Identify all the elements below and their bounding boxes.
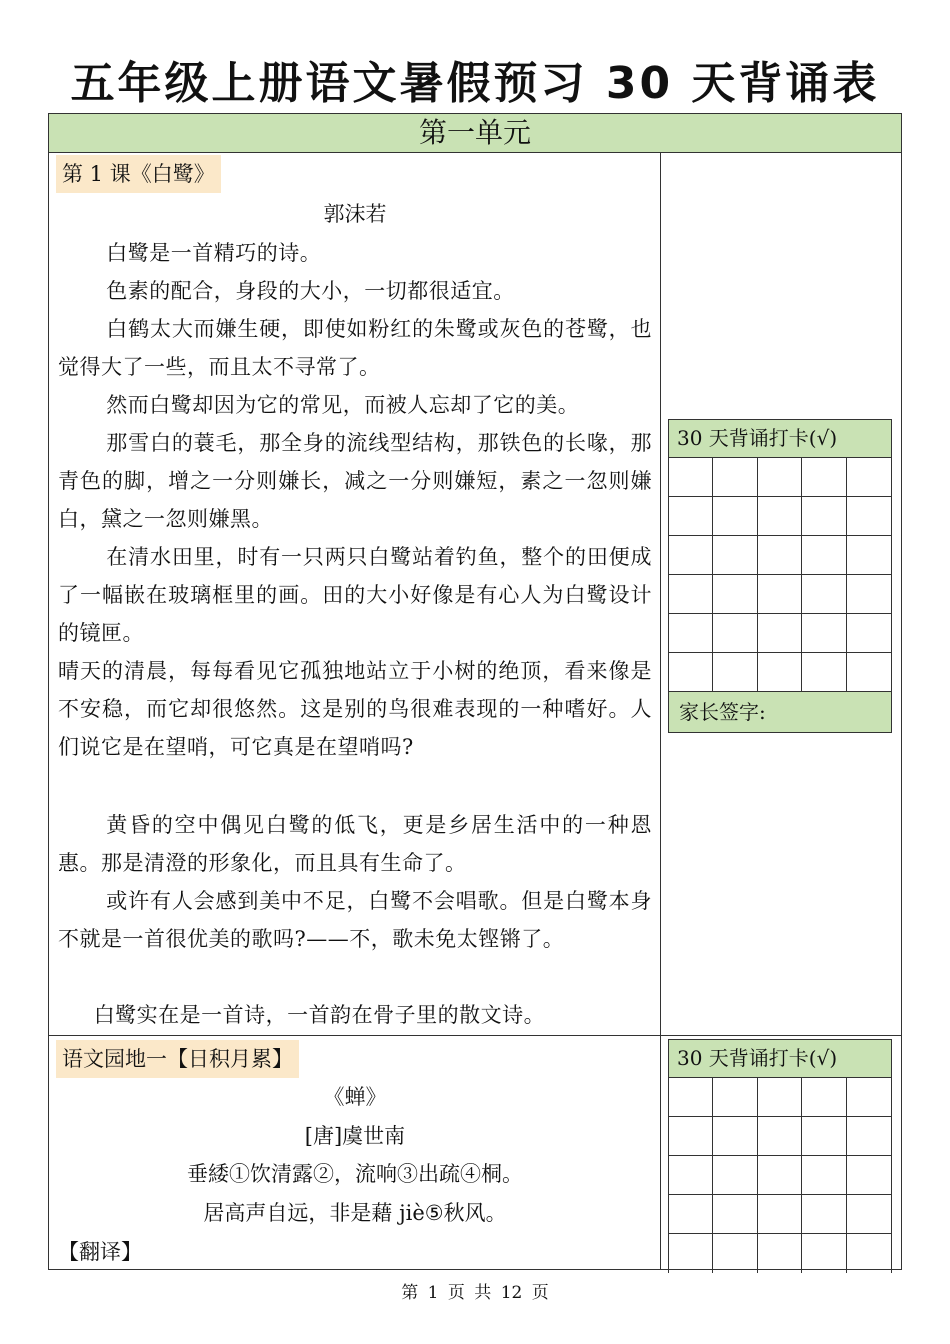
- checkin-grid: [669, 458, 891, 692]
- checkin-cell[interactable]: [802, 1234, 846, 1273]
- checkin-cell[interactable]: [847, 497, 891, 536]
- checkin-header: 30 天背诵打卡(√): [669, 420, 891, 458]
- checkin-cell[interactable]: [758, 1156, 802, 1195]
- column-divider: [660, 153, 661, 1270]
- checkin-cell[interactable]: [713, 653, 757, 692]
- checkin-cell[interactable]: [669, 497, 713, 536]
- lesson-paragraph: 晴天的清晨，每每看见它孤独地站立于小树的绝顶，看来像是不安稳，而它却很悠然。这是别的鸟很难表现的一种嗜好。人们说它是在望哨，可它真是在望哨吗?: [58, 659, 652, 759]
- checkin-cell[interactable]: [802, 497, 846, 536]
- lesson-paragraph: 或许有人会感到美中不足，白鹭不会唱歌。但是白鹭本身不就是一首很优美的歌吗?——不，歌未免太铿锵了。: [58, 889, 652, 951]
- garden-label: 语文园地一【日积月累】: [56, 1040, 299, 1078]
- poem-author: [唐]虞世南: [304, 1124, 406, 1148]
- checkin-cell[interactable]: [847, 536, 891, 575]
- checkin-cell[interactable]: [713, 1234, 757, 1273]
- checkin-cell[interactable]: [669, 575, 713, 614]
- unit-header: 第一单元: [48, 113, 902, 153]
- checkin-header: 30 天背诵打卡(√): [669, 1040, 891, 1078]
- checkin-cell[interactable]: [847, 1156, 891, 1195]
- poem-line: 居高声自远，非是藉 jiè⑤秋风。: [203, 1201, 507, 1225]
- checkin-cell[interactable]: [758, 497, 802, 536]
- checkin-grid: [669, 1078, 891, 1273]
- row-divider: [48, 1035, 902, 1036]
- checkin-cell[interactable]: [847, 653, 891, 692]
- lesson-paragraph: 在清水田里，时有一只两只白鹭站着钓鱼，整个的田便成了一幅嵌在玻璃框里的画。田的大小好像是有心人为白鹭设计的镜匣。: [58, 545, 652, 645]
- checkin-cell[interactable]: [713, 1195, 757, 1234]
- parent-signature-field[interactable]: 家长签字:: [669, 692, 891, 732]
- checkin-cell[interactable]: [758, 614, 802, 653]
- translation-label: 【翻译】: [58, 1240, 142, 1264]
- lesson-paragraph: 白鹭是一首精巧的诗。: [106, 241, 322, 265]
- checkin-cell[interactable]: [847, 1195, 891, 1234]
- checkin-cell[interactable]: [847, 575, 891, 614]
- checkin-cell[interactable]: [847, 614, 891, 653]
- checkin-cell[interactable]: [713, 497, 757, 536]
- checkin-cell[interactable]: [802, 1195, 846, 1234]
- lesson-paragraph: 然而白鹭却因为它的常见，而被人忘却了它的美。: [106, 393, 580, 417]
- checkin-cell[interactable]: [713, 458, 757, 497]
- checkin-cell[interactable]: [669, 1078, 713, 1117]
- checkin-cell[interactable]: [669, 1117, 713, 1156]
- lesson-paragraph: 黄昏的空中偶见白鹭的低飞，更是乡居生活中的一种恩惠。那是清澄的形象化，而且具有生命了。: [58, 813, 652, 875]
- lesson-label: 第 1 课《白鹭》: [56, 155, 221, 193]
- lesson-paragraph: 那雪白的蓑毛，那全身的流线型结构，那铁色的长喙，那青色的脚，增之一分则嫌长，减之一分则嫌短，素之一忽则嫌白，黛之一忽则嫌黑。: [58, 431, 652, 531]
- poem-title: 《蝉》: [323, 1085, 387, 1109]
- lesson-paragraph: 白鹭实在是一首诗，一首韵在骨子里的散文诗。: [93, 1003, 546, 1027]
- checkin-cell[interactable]: [802, 575, 846, 614]
- poem-line: 垂緌①饮清露②，流响③出疏④桐。: [187, 1162, 523, 1186]
- checkin-cell[interactable]: [802, 1078, 846, 1117]
- checkin-cell[interactable]: [713, 1117, 757, 1156]
- lesson-paragraph: 白鹤太大而嫌生硬，即使如粉红的朱鹭或灰色的苍鹭，也觉得大了一些，而且太不寻常了。: [58, 317, 652, 379]
- checkin-cell[interactable]: [758, 536, 802, 575]
- checkin-cell[interactable]: [847, 1078, 891, 1117]
- checkin-box: [668, 1039, 892, 1273]
- checkin-cell[interactable]: [802, 653, 846, 692]
- checkin-cell[interactable]: [802, 1117, 846, 1156]
- checkin-cell[interactable]: [802, 1156, 846, 1195]
- checkin-cell[interactable]: [669, 458, 713, 497]
- checkin-box: [668, 419, 892, 733]
- checkin-cell[interactable]: [758, 1078, 802, 1117]
- checkin-cell[interactable]: [847, 458, 891, 497]
- checkin-cell[interactable]: [758, 1117, 802, 1156]
- checkin-cell[interactable]: [713, 614, 757, 653]
- checkin-cell[interactable]: [758, 653, 802, 692]
- checkin-cell[interactable]: [669, 1234, 713, 1273]
- checkin-cell[interactable]: [713, 536, 757, 575]
- checkin-cell[interactable]: [758, 1234, 802, 1273]
- page-title: 五年级上册语文暑假预习 30 天背诵表: [70, 58, 880, 109]
- checkin-cell[interactable]: [669, 1195, 713, 1234]
- checkin-cell[interactable]: [669, 614, 713, 653]
- checkin-cell[interactable]: [802, 536, 846, 575]
- checkin-cell[interactable]: [758, 575, 802, 614]
- lesson-author: 郭沫若: [323, 202, 387, 226]
- checkin-cell[interactable]: [758, 458, 802, 497]
- checkin-cell[interactable]: [713, 1156, 757, 1195]
- checkin-cell[interactable]: [802, 458, 846, 497]
- checkin-cell[interactable]: [758, 1195, 802, 1234]
- lesson-paragraph: 色素的配合，身段的大小，一切都很适宜。: [106, 279, 515, 303]
- checkin-cell[interactable]: [713, 1078, 757, 1117]
- checkin-cell[interactable]: [847, 1117, 891, 1156]
- checkin-cell[interactable]: [669, 536, 713, 575]
- checkin-cell[interactable]: [669, 1156, 713, 1195]
- checkin-cell[interactable]: [802, 614, 846, 653]
- page-footer: 第 1 页 共 12 页: [401, 1283, 549, 1303]
- checkin-cell[interactable]: [713, 575, 757, 614]
- checkin-cell[interactable]: [847, 1234, 891, 1273]
- checkin-cell[interactable]: [669, 653, 713, 692]
